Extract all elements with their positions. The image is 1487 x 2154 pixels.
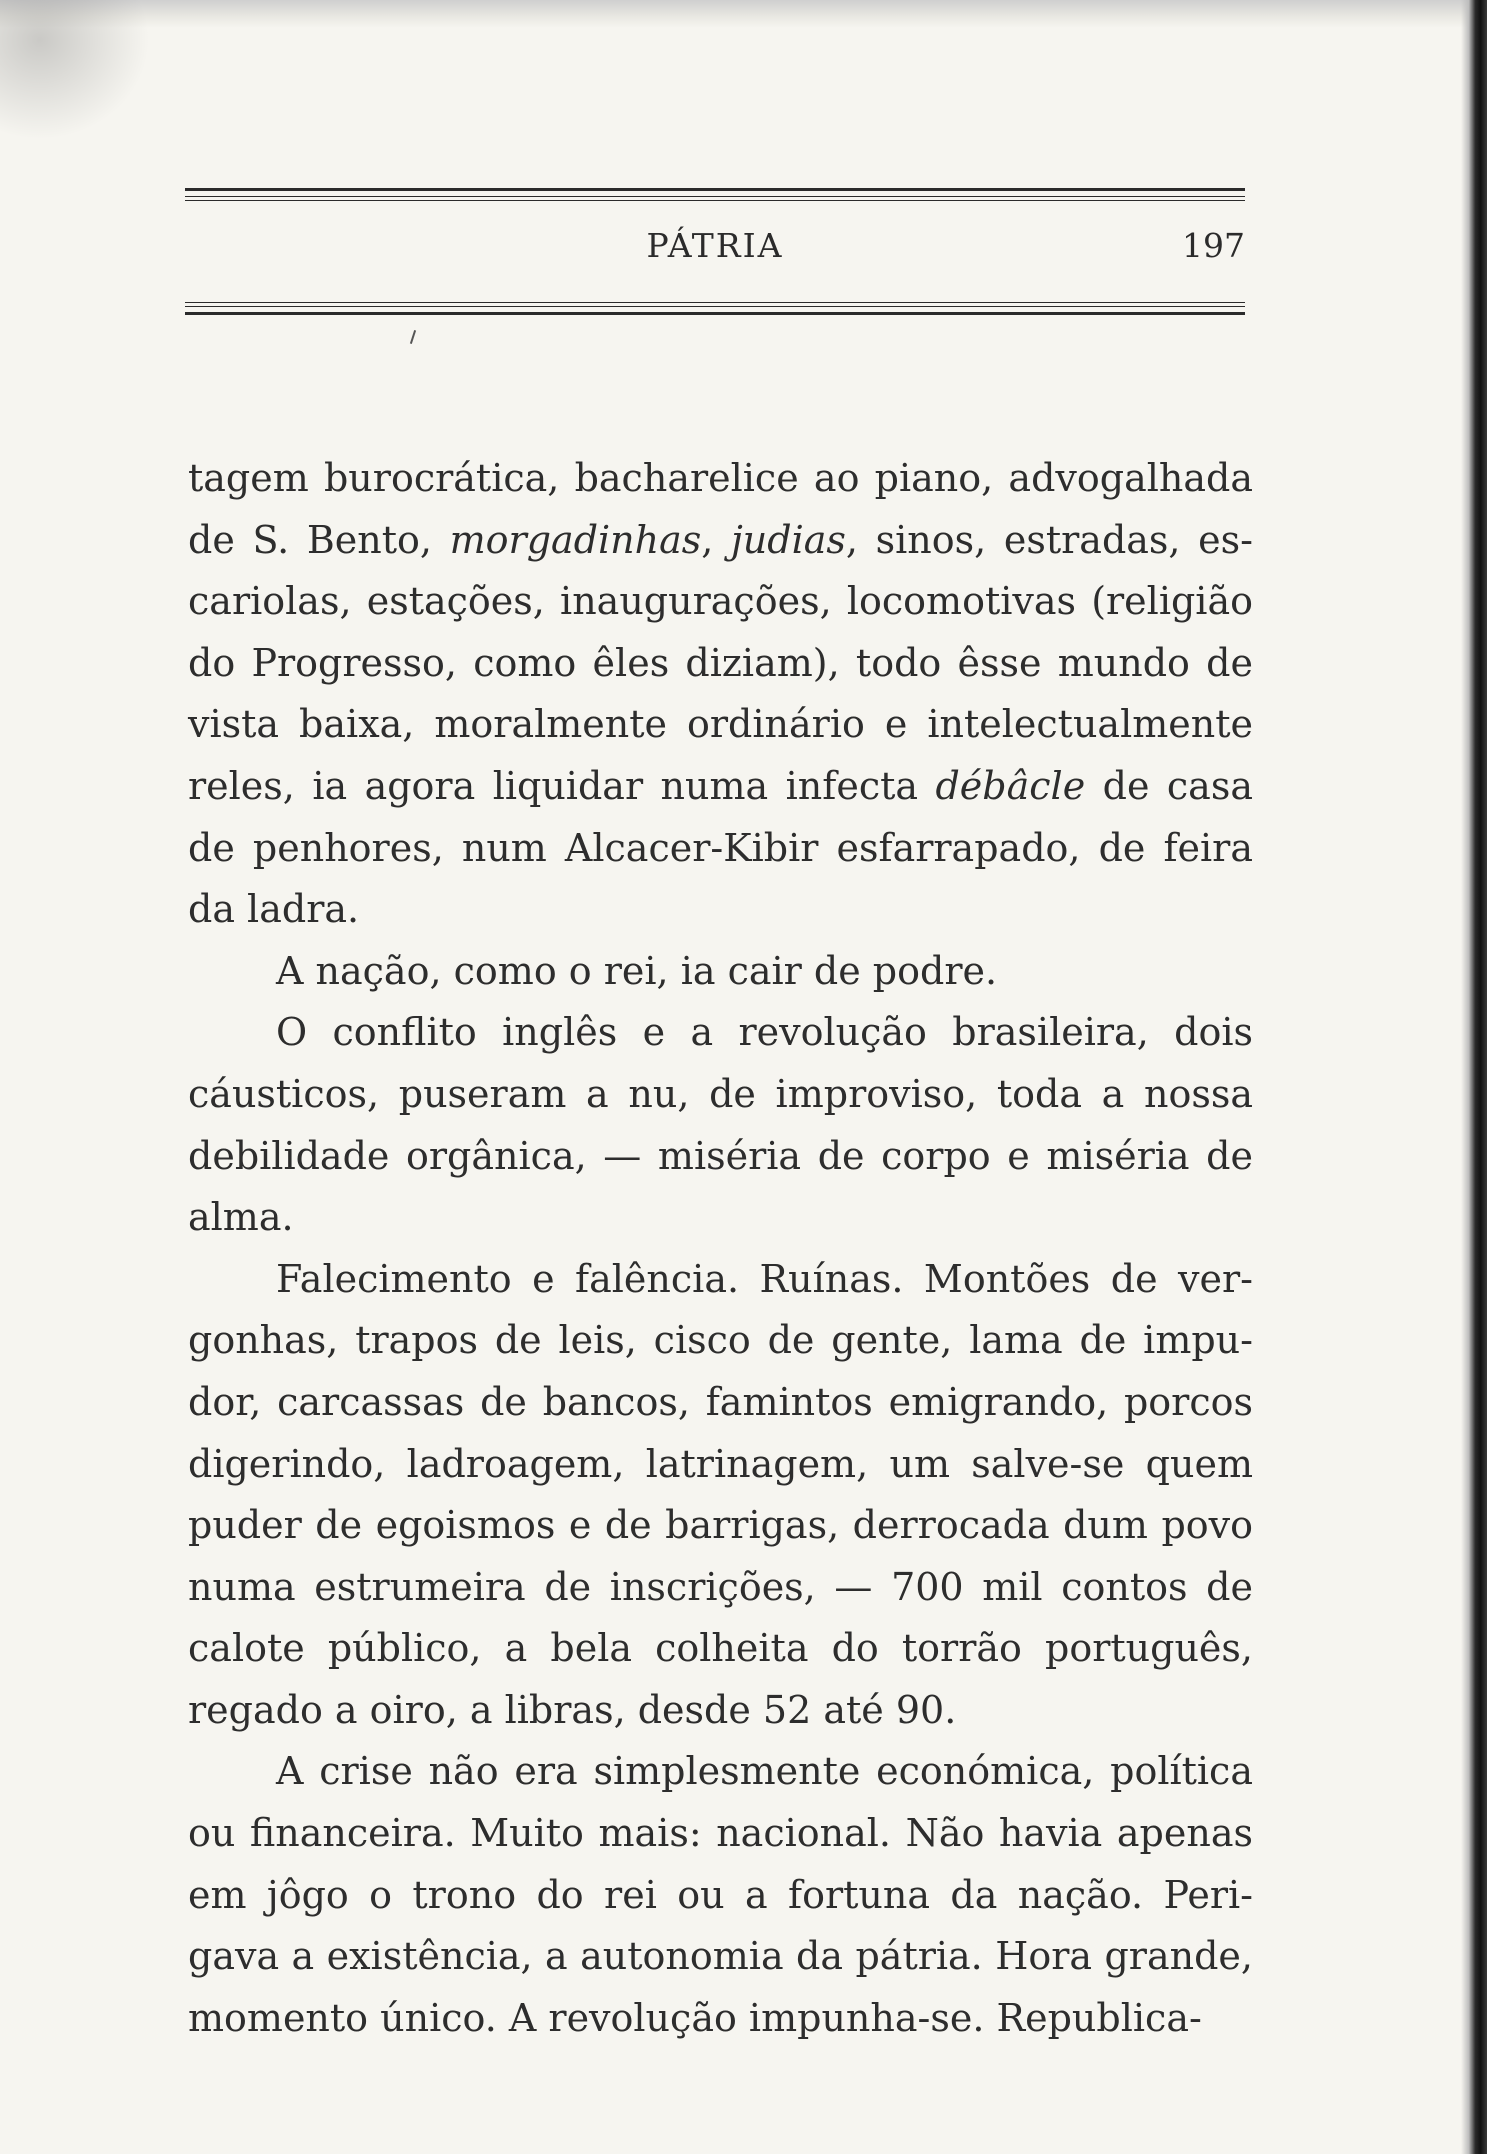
text-line: de penhores, num Alcacer-Kibir esfarrapado, de feira	[188, 825, 1253, 870]
text-line: momento único. A revolução impunha-se. Republica-	[188, 1995, 1202, 2040]
scan-edge-right	[1461, 0, 1487, 2154]
text-line: O conflito inglês e a revolução brasileira, dois	[276, 1010, 1253, 1055]
paragraph	[188, 941, 1253, 1003]
header-rule-bottom	[185, 302, 1245, 315]
text-line: A crise não era simplesmente económica, política	[276, 1749, 1253, 1794]
text-line: digerindo, ladroagem, latrinagem, um salve-se quem	[188, 1441, 1253, 1486]
text-line: da ladra.	[188, 887, 360, 932]
scan-mark	[410, 330, 416, 344]
text-line: ou financeira. Muito mais: nacional. Não havia apenas	[188, 1811, 1253, 1856]
body-text	[188, 448, 1253, 2049]
text-line: cáusticos, puseram a nu, de improviso, toda a nossa	[188, 1071, 1253, 1116]
paragraph	[188, 448, 1253, 941]
running-head	[185, 226, 1245, 276]
running-title: PÁTRIA	[646, 226, 784, 265]
scan-smudge	[0, 0, 150, 140]
text-line: cariolas, estações, inaugurações, locomotivas (religião	[188, 579, 1253, 624]
header-rule-top	[185, 188, 1245, 201]
text-line: em jôgo o trono do rei ou a fortuna da nação. Peri-	[188, 1872, 1253, 1917]
text-line: do Progresso, como êles diziam), todo êsse mundo de	[188, 640, 1253, 685]
text-line: vista baixa, moralmente ordinário e intelectualmente	[188, 702, 1253, 747]
text-line: regado a oiro, a libras, desde 52 até 90.	[188, 1687, 957, 1732]
text-line: puder de egoismos e de barrigas, derrocada dum povo	[188, 1503, 1253, 1548]
text-line: calote público, a bela colheita do torrão português,	[188, 1626, 1253, 1671]
text-line: gonhas, trapos de leis, cisco de gente, lama de impu-	[188, 1318, 1253, 1363]
page-number: 197	[1182, 226, 1245, 265]
text-line: tagem burocrática, bacharelice ao piano, advogalhada	[188, 456, 1253, 500]
text-line: A nação, como o rei, ia cair de podre.	[276, 948, 998, 993]
scan-edge-top	[0, 0, 1487, 28]
paragraph	[188, 1741, 1253, 2049]
paragraph	[188, 1002, 1253, 1248]
text-line: debilidade orgânica, — miséria de corpo e miséria de	[188, 1133, 1253, 1178]
text-line: de S. Bento, morgadinhas, judias, sinos, estradas, es-	[188, 517, 1253, 562]
text-line: reles, ia agora liquidar numa infecta débâcle de casa	[188, 763, 1253, 808]
text-line: alma.	[188, 1195, 294, 1240]
text-line: Falecimento e falência. Ruínas. Montões de ver-	[276, 1256, 1253, 1301]
text-line: gava a existência, a autonomia da pátria. Hora grande,	[188, 1934, 1253, 1979]
paragraph	[188, 1249, 1253, 1742]
text-line: numa estrumeira de inscrições, — 700 mil contos de	[188, 1564, 1253, 1609]
text-line: dor, carcassas de bancos, famintos emigrando, porcos	[188, 1379, 1253, 1424]
